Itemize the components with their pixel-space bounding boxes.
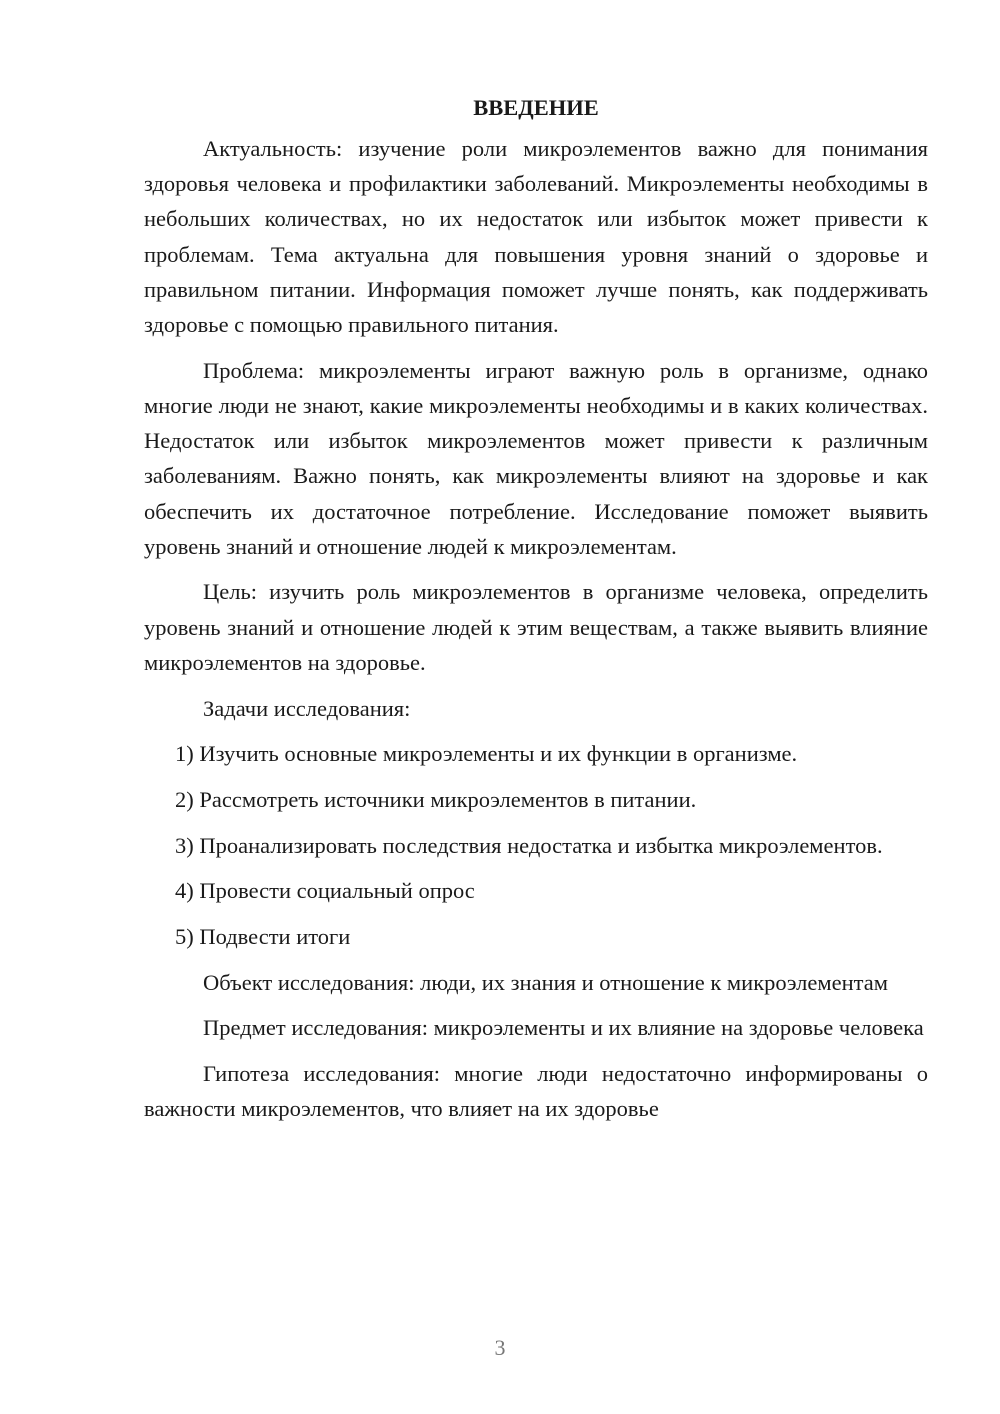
task-item: 4) Провести социальный опрос	[175, 878, 475, 904]
paragraph-hypothesis: Гипотеза исследования: многие люди недостаточно информированы о важности микроэлементов, что влияет на их здоровье	[144, 1061, 928, 1122]
task-item: 1) Изучить основные микроэлементы и их функции в организме.	[175, 741, 798, 767]
paragraph-relevance: Актуальность: изучение роли микроэлементов важно для понимания здоровья человека и профилактики заболеваний. Микроэлементы необходимы в небольших количествах, но их недостаток или избыток может привести к проблемам. Тема актуальна для повышения уровня знаний о здоровье и правильном питании. Информация поможет лучше понять, как поддерживать здоровье с помощью правильного питания.	[144, 136, 928, 338]
document-body	[144, 90, 928, 1137]
task-item: 3) Проанализировать последствия недостатка и избытка микроэлементов.	[175, 832, 883, 858]
task-item: 5) Подвести итоги	[175, 924, 351, 950]
page-title: ВВЕДЕНИЕ	[473, 95, 599, 120]
task-item: 2) Рассмотреть источники микроэлементов в питании.	[175, 786, 697, 812]
paragraph-problem: Проблема: микроэлементы играют важную роль в организме, однако многие люди не знают, какие микроэлементы необходимы и в каких количествах. Недостаток или избыток микроэлементов может привести к различным заболеваниям. Важно понять, как микроэлементы влияют на здоровье и как обеспечить их достаточное потребление. Исследование поможет выявить уровень знаний и отношение людей к микроэлементам.	[144, 357, 928, 559]
paragraph-subject: Предмет исследования: микроэлементы и их влияние на здоровье человека	[203, 1015, 924, 1041]
paragraph-object: Объект исследования: люди, их знания и отношение к микроэлементам	[203, 969, 888, 995]
page-number: 3	[494, 1335, 506, 1360]
tasks-heading: Задачи исследования:	[203, 695, 411, 721]
paragraph-goal: Цель: изучить роль микроэлементов в организме человека, определить уровень знаний и отношение людей к этим веществам, а также выявить влияние микроэлементов на здоровье.	[144, 579, 928, 675]
